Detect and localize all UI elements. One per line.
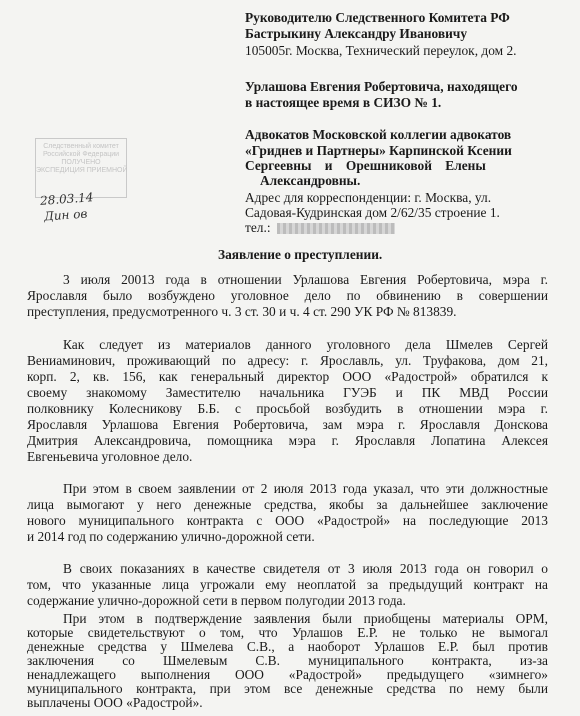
stamp-line: ЭКСПЕДИЦИЯ ПРИЕМНОЙ [36,167,128,174]
text-line: полковнику Колесникову Б.Б. с просьбой возбудить в отношении мэра г. [27,401,548,416]
text-line: 3 июля 20013 года в отношении Урлашова Евгения Робертовича, мэра г. [63,272,548,287]
text-line: Вениаминович, проживающий по адресу: г. Ярославль, ул. Труфакова, дом 21, [27,353,548,368]
text-line: выплачены ООО «Радострой». [27,695,203,710]
lawyers-line: Адвокатов Московской коллегии адвокатов [245,127,512,142]
phone-label: тел.: [245,220,271,235]
lawyers-line: «Гриднев и Партнеры» Карпинской Ксении [245,143,512,158]
stamp-line: ПОЛУЧЕНО [61,159,101,166]
redacted-phone [277,223,395,234]
text-line: При этом в своем заявлении от 2 июля 2013 года указал, что эти должностные [63,481,548,496]
text-line: денежные средства у Шмелева С.В., а наоборот Урлашов Е.Р. был против [27,639,548,654]
text-line: муниципального контракта, при этом все денежные средства по нему были [27,681,548,696]
sender-line: Урлашова Евгения Робертовича, находящего [245,79,518,94]
text-line: корп. 2, кв. 156, как генеральный директор ООО «Радострой» обратился к [27,369,548,384]
text-line: В своих показаниях в качестве свидетеля от 3 июля 2013 года он говорил о [63,561,548,576]
text-line: заключения со Шмелевым С.В. муниципального контракта, из-за [27,653,548,668]
stamp-line: Российской Федерации [42,151,120,158]
text-line: содержание улично-дорожной сети в первом полугодии 2013 года. [27,593,406,608]
handwritten-name: Дин ов [43,206,88,224]
text-line: Ярославля было возбуждено уголовное дело по обвинению в совершении [27,288,548,303]
text-line: Как следует из материалов данного уголовного дела Шмелев Сергей [63,337,548,352]
handwritten-date: 28.03.14 [39,190,94,208]
text-line: которые свидетельствуют о том, что Урлашов Е.Р. не только не вымогал [27,625,548,640]
document-title: Заявление о преступлении. [218,247,383,262]
text-line: том, что указанные лица угрожали ему неоплатой за предыдущий контракт на [27,577,548,592]
text-line: преступления, предусмотренного ч. 3 ст. 30 и ч. 4 ст. 290 УК РФ № 813839. [27,304,457,319]
correspondence-line: Адрес для корреспонденции: г. Москва, ул. [245,190,492,205]
stamp-line: Следственный комитет [43,143,119,150]
correspondence-line: Садовая-Кудринская дом 2/62/35 строение 1. [245,205,500,220]
text-line: своему знакомому Заместителю начальника ГУЭБ и ПК МВД России [27,385,548,400]
text-line: Ярославля Урлашова Евгения Робертовича, зам мэра г. Ярославля Донскова [27,417,548,432]
text-line: Дмитрия Александровича, помощника мэра г. Ярославля Лопатина Алексея [27,433,548,448]
text-line: ненадлежащего выполнения ООО «Радострой» предыдущего «зимнего» [27,667,548,682]
lawyers-line: Сергеевны и Орешниковой Елены [245,158,486,173]
addressee-line: Бастрыкину Александру Ивановичу [245,26,468,41]
text-line: и 2014 год по содержанию улично-дорожной сети. [27,529,315,544]
addressee-line: Руководителю Следственного Комитета РФ [245,10,510,25]
text-line: При этом в подтверждение заявления были приобщены материалы ОРМ, [63,611,548,626]
lawyers-line: Александровны. [260,173,361,188]
sender-line: в настоящее время в СИЗО № 1. [245,95,442,110]
addressee-address: 105005г. Москва, Технический переулок, дом 2. [245,43,517,58]
phone-line [245,220,395,235]
text-line: нового муниципального контракта с ООО «Радострой» на последующие 2013 [27,513,548,528]
text-line: Евгеньевича уголовное дело. [27,449,193,464]
text-line: лица вымогают у него денежные средства, якобы за дальнейшее заключение [27,497,548,512]
received-stamp [35,138,127,198]
